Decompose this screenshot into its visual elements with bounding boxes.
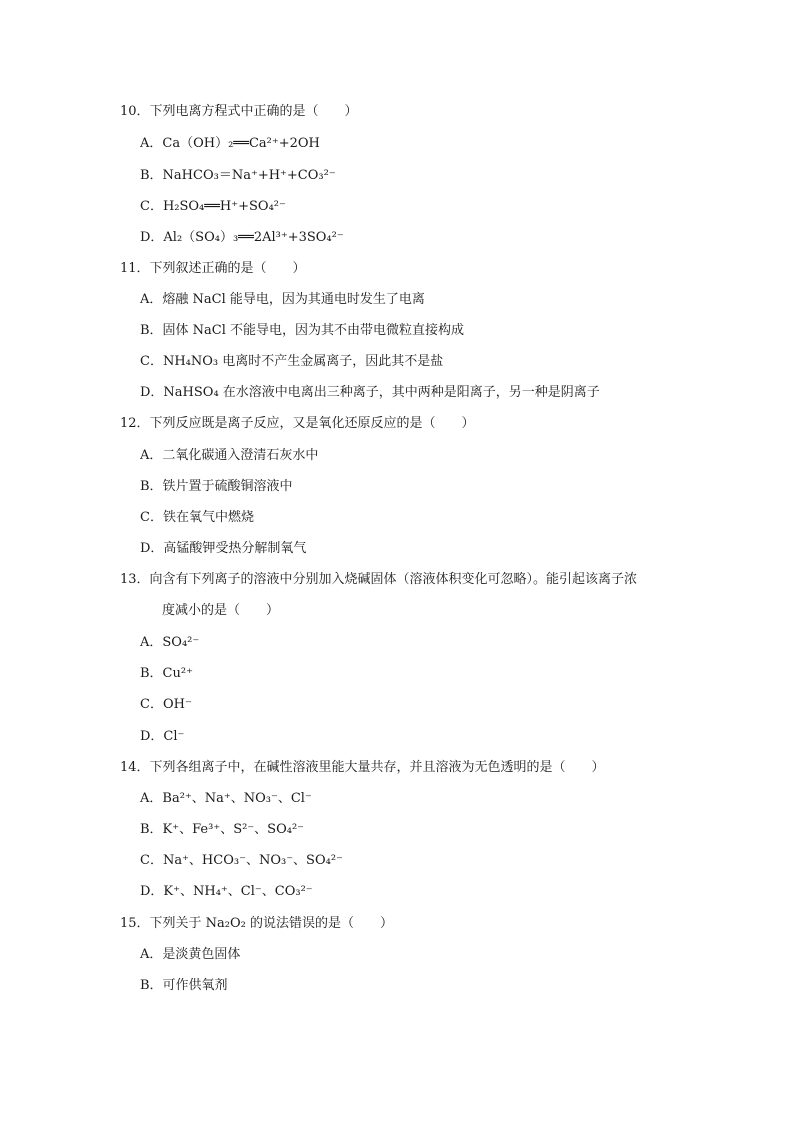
question-12-option-c: C．铁在氧气中燃烧 xyxy=(140,510,254,525)
question-11-option-a: A．熔融 NaCl 能导电，因为其通电时发生了电离 xyxy=(140,292,425,307)
question-10-option-d: D．Al₂（SO₄）₃══2Al³⁺+3SO₄²⁻ xyxy=(140,230,344,245)
question-15-option-b: B．可作供氧剂 xyxy=(140,978,228,993)
question-11-option-b: B．固体 NaCl 不能导电，因为其不由带电微粒直接构成 xyxy=(140,323,465,338)
question-14-option-b: B．K⁺、Fe³⁺、S²⁻、SO₄²⁻ xyxy=(140,822,305,837)
question-10-option-c: C．H₂SO₄══H⁺+SO₄²⁻ xyxy=(140,199,286,214)
question-12-option-a: A．二氧化碳通入澄清石灰水中 xyxy=(140,448,319,463)
question-12-option-d: D．高锰酸钾受热分解制氧气 xyxy=(140,541,307,556)
question-13-stem-continued: 度减小的是（ ） xyxy=(162,603,280,618)
question-13-option-d: D．Cl⁻ xyxy=(140,729,185,744)
question-11-stem: 11．下列叙述正确的是（ ） xyxy=(120,261,306,276)
question-13-option-b: B．Cu²⁺ xyxy=(140,666,193,681)
question-10-option-a: A．Ca（OH）₂══Ca²⁺+2OH xyxy=(140,136,320,151)
question-12-option-b: B．铁片置于硫酸铜溶液中 xyxy=(140,479,293,494)
question-14-stem: 14．下列各组离子中，在碱性溶液里能大量共存，并且溶液为无色透明的是（ ） xyxy=(120,760,605,775)
question-11-option-c: C．NH₄NO₃ 电离时不产生金属离子，因此其不是盐 xyxy=(140,354,444,369)
question-14-option-c: C．Na⁺、HCO₃⁻、NO₃⁻、SO₄²⁻ xyxy=(140,853,343,868)
question-12-stem: 12．下列反应既是离子反应，又是氧化还原反应的是（ ） xyxy=(120,416,475,431)
question-13-stem: 13．向含有下列离子的溶液中分别加入烧碱固体（溶液体积变化可忽略）。能引起该离子浓 xyxy=(120,572,638,587)
question-13-option-a: A．SO₄²⁻ xyxy=(140,635,200,650)
question-14-option-d: D．K⁺、NH₄⁺、Cl⁻、CO₃²⁻ xyxy=(140,884,313,899)
question-13-option-c: C．OH⁻ xyxy=(140,697,192,712)
question-10-stem: 10．下列电离方程式中正确的是（ ） xyxy=(120,104,358,119)
question-15-option-a: A．是淡黄色固体 xyxy=(140,947,241,962)
question-14-option-a: A．Ba²⁺、Na⁺、NO₃⁻、Cl⁻ xyxy=(140,791,312,806)
question-11-option-d: D．NaHSO₄ 在水溶液中电离出三种离子，其中两种是阳离子，另一种是阴离子 xyxy=(140,385,600,400)
question-15-stem: 15．下列关于 Na₂O₂ 的说法错误的是（ ） xyxy=(120,916,394,931)
question-10-option-b: B．NaHCO₃＝Na⁺+H⁺+CO₃²⁻ xyxy=(140,168,336,183)
